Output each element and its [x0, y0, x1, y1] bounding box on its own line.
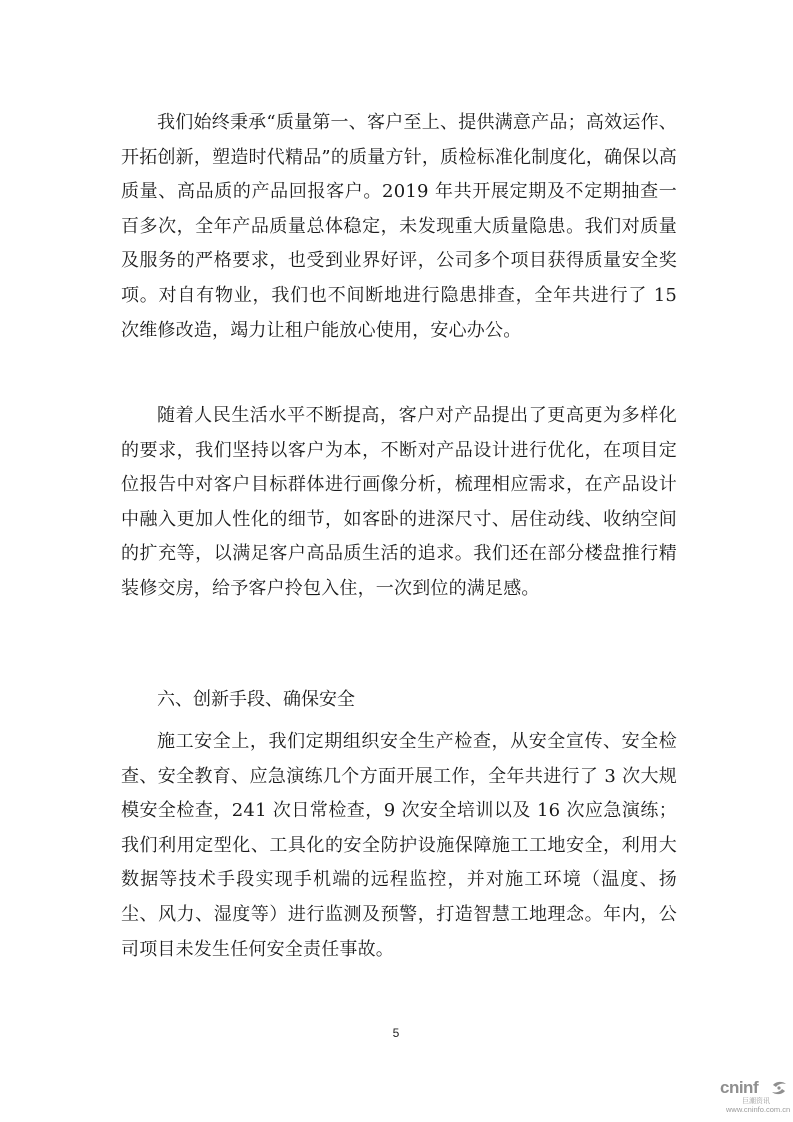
logo-chinese-text: 巨潮资讯	[742, 1097, 770, 1105]
paragraph-quality: 我们始终秉承“质量第一、客户至上、提供满意产品；高效运作、开拓创新，塑造时代精品”的质量方针，质检标准化制度化，确保以高质量、高品质的产品回报客户。2019 年共开展定期及不定期抽查一百多次，全年产品质量总体稳定，未发现重大质量隐患。我们对质量及服务的严格要求，也受到业界好评，公司多个项目获得质量安全奖项。对自有物业，我们也不间断地进行隐患排查，全年共进行了 15 次维修改造，竭力让租户能放心使用，安心办公。	[121, 112, 677, 341]
logo-url-text: www.cninfo.com.cn	[726, 1105, 791, 1114]
paragraph-design: 随着人民生活水平不断提高，客户对产品提出了更高更为多样化的要求，我们坚持以客户为本，不断对产品设计进行优化，在项目定位报告中对客户目标群体进行画像分析，梳理相应需求，在产品设计中融入更加人性化的细节，如客卧的进深尺寸、居住动线、收纳空间的扩充等，以满足客户高品质生活的追求。我们还在部分楼盘推行精装修交房，给予客户拎包入住，一次到位的满足感。	[121, 405, 677, 599]
logo-brand-text: cninf	[720, 1078, 759, 1097]
paragraph-safety: 施工安全上，我们定期组织安全生产检查，从安全宣传、安全检查、安全教育、应急演练几个方面开展工作，全年共进行了 3 次大规模安全检查，241 次日常检查，9 次安全培训以及 16 次应急演练；我们利用定型化、工具化的安全防护设施保障施工工地安全，利用大数据等技术手段实现手机端的远程监控，并对施工环境（温度、扬尘、风力、湿度等）进行监测及预警，打造智慧工地理念。年内，公司项目未发生任何安全责任事故。	[121, 731, 677, 960]
section-heading: 六、创新手段、确保安全	[157, 689, 355, 710]
page-number: 5	[392, 1026, 400, 1040]
cninfo-swirl-icon	[770, 1080, 788, 1096]
cninfo-watermark-logo	[712, 1076, 791, 1116]
